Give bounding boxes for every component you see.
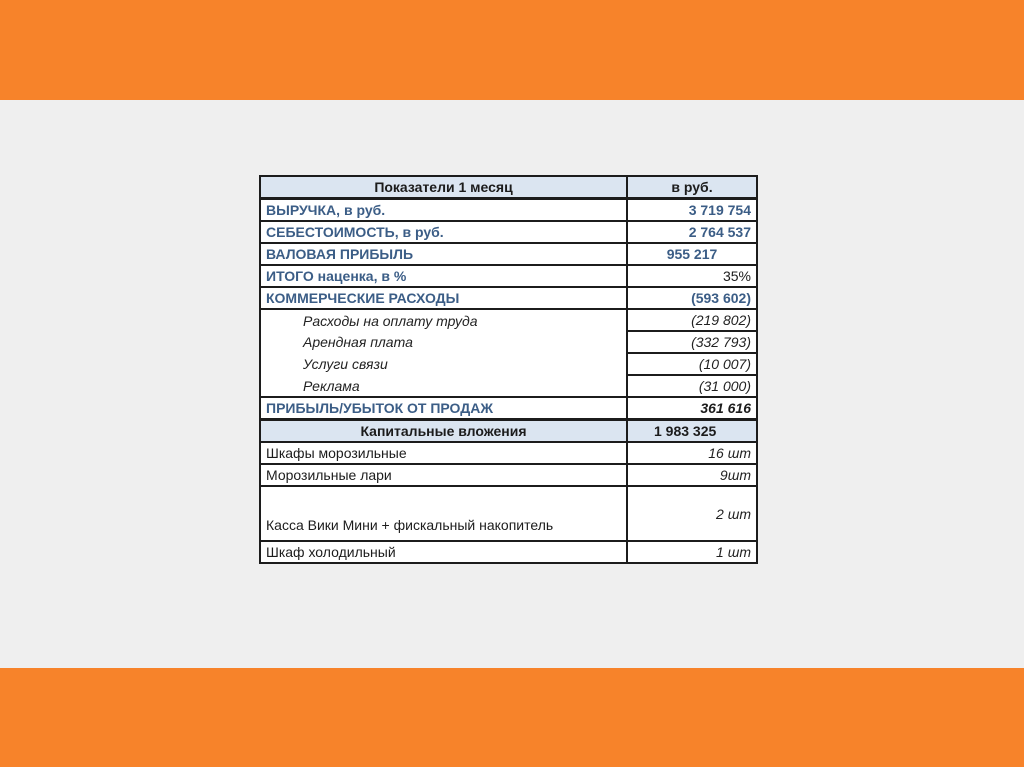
table-row (260, 265, 757, 287)
table-row (260, 442, 757, 464)
bottom-accent-band (0, 668, 1024, 767)
financial-indicators-table (259, 175, 758, 564)
table-row (260, 243, 757, 265)
table-row (260, 375, 757, 397)
table-row (260, 309, 757, 331)
item-quantity: 16 шт (627, 442, 757, 464)
financial-table-container (259, 175, 756, 564)
header-indicator: Показатели 1 месяц (260, 176, 627, 199)
capital-investments-row (260, 420, 757, 443)
cost-label: СЕБЕСТОИМОСТЬ, в руб. (260, 221, 627, 243)
revenue-value: 3 719 754 (627, 199, 757, 222)
table-row (260, 287, 757, 309)
item-quantity: 9шт (627, 464, 757, 486)
table-row (260, 464, 757, 486)
gross-profit-label: ВАЛОВАЯ ПРИБЫЛЬ (260, 243, 627, 265)
expense-value: (31 000) (627, 375, 757, 397)
gross-profit-value: 955 217 (627, 243, 757, 265)
commercial-expenses-value: (593 602) (627, 287, 757, 309)
expense-value: (10 007) (627, 353, 757, 375)
table-header-row (260, 176, 757, 199)
table-row (260, 199, 757, 222)
sales-profit-value: 361 616 (627, 397, 757, 420)
item-label: Шкафы морозильные (260, 442, 627, 464)
capital-label: Капитальные вложения (260, 420, 627, 443)
table-row (260, 486, 757, 541)
table-row (260, 353, 757, 375)
expense-label: Услуги связи (260, 353, 627, 375)
cost-value: 2 764 537 (627, 221, 757, 243)
item-quantity: 1 шт (627, 541, 757, 563)
table-row (260, 397, 757, 420)
expense-label: Реклама (260, 375, 627, 397)
expense-value: (332 793) (627, 331, 757, 353)
markup-label: ИТОГО наценка, в % (260, 265, 627, 287)
sales-profit-label: ПРИБЫЛЬ/УБЫТОК ОТ ПРОДАЖ (260, 397, 627, 420)
header-unit: в руб. (627, 176, 757, 199)
item-label: Касса Вики Мини + фискальный накопитель (260, 486, 627, 541)
capital-value: 1 983 325 (627, 420, 757, 443)
item-label: Шкаф холодильный (260, 541, 627, 563)
item-quantity: 2 шт (627, 486, 757, 541)
expense-label: Арендная плата (260, 331, 627, 353)
table-row (260, 541, 757, 563)
table-row (260, 331, 757, 353)
commercial-expenses-label: КОММЕРЧЕСКИЕ РАСХОДЫ (260, 287, 627, 309)
expense-value: (219 802) (627, 309, 757, 331)
markup-value: 35% (627, 265, 757, 287)
expense-label: Расходы на оплату труда (260, 309, 627, 331)
table-row (260, 221, 757, 243)
revenue-label: ВЫРУЧКА, в руб. (260, 199, 627, 222)
item-label: Морозильные лари (260, 464, 627, 486)
top-accent-band (0, 0, 1024, 100)
